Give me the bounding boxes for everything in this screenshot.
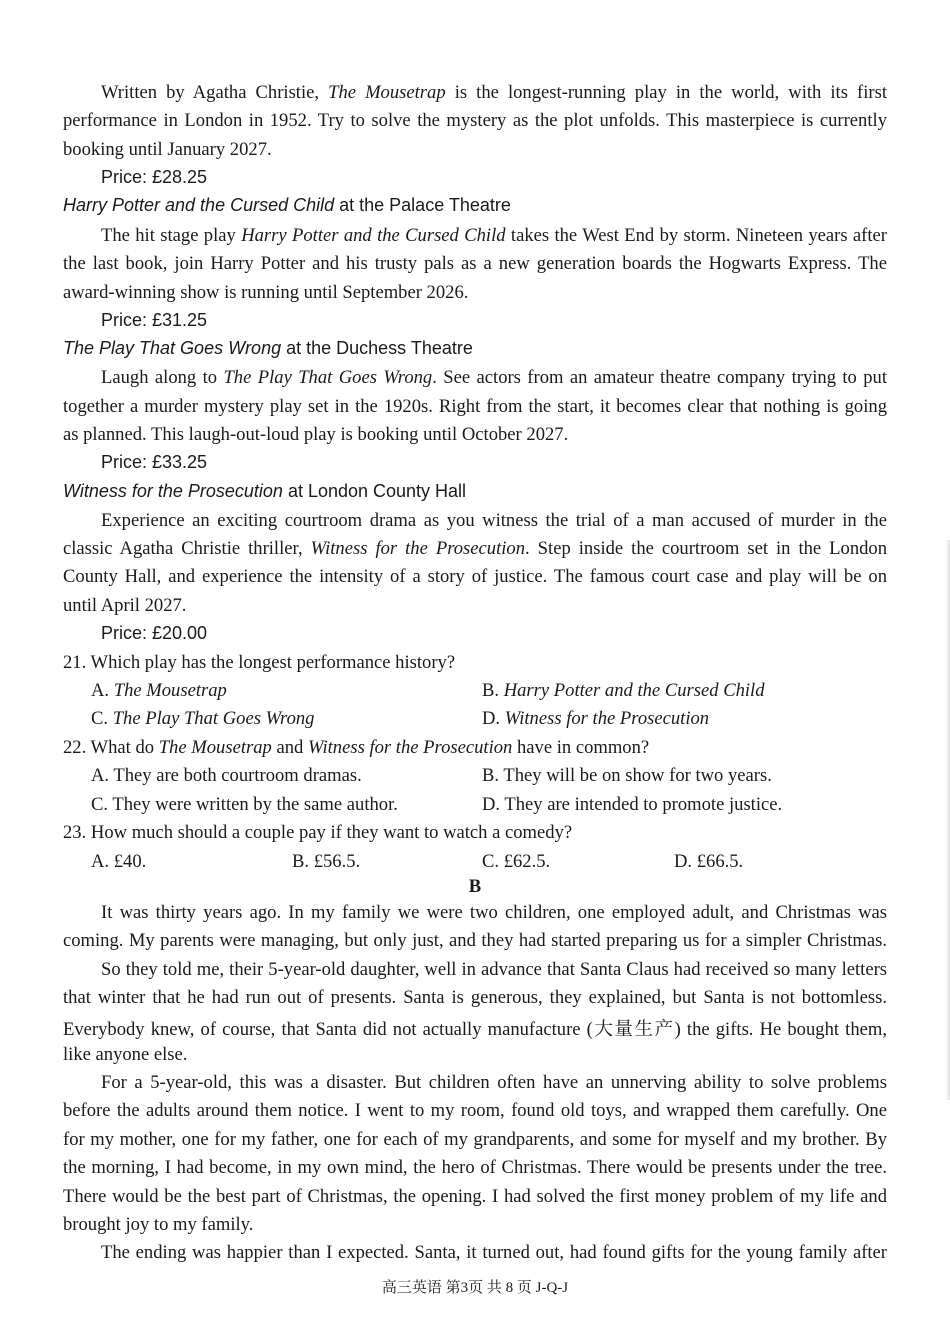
question-22-option-c: C. They were written by the same author.: [91, 794, 398, 815]
page-edge-shadow: [946, 540, 950, 1100]
witness-heading: Witness for the Prosecution at London County Hall: [63, 481, 467, 501]
section-b-line-4: that winter that he had run out of presents. Santa is generous, they explained, but Santa is not bottomless.: [63, 987, 887, 1008]
question-23-option-b: B. £56.5.: [292, 851, 361, 872]
section-b-line-12: brought joy to my family.: [63, 1214, 254, 1235]
play-goes-wrong-price: Price: £33.25: [101, 452, 208, 472]
mousetrap-line-1: Written by Agatha Christie, The Mousetrap is the longest-running play in the world, with its first: [101, 82, 887, 103]
section-b-line-10: the morning, I had become, in my own mind, the hero of Christmas. There would be presents under the tree.: [63, 1157, 887, 1178]
question-21-option-b: B. Harry Potter and the Cursed Child: [482, 680, 765, 701]
section-b-line-5: Everybody knew, of course, that Santa did not actually manufacture (大量生产) the gifts. He bought them,: [63, 1019, 887, 1040]
question-21-option-c: C. The Play That Goes Wrong: [91, 708, 315, 729]
mousetrap-line-2: performance in London in 1952. Try to solve the mystery as the plot unfolds. This masterpiece is currently: [63, 110, 887, 131]
question-21-option-a: A. The Mousetrap: [91, 680, 227, 701]
section-b-line-9: for my mother, one for my father, one for each of my grandparents, and some for myself and my brother. By: [63, 1129, 887, 1150]
mousetrap-price: Price: £28.25: [101, 167, 208, 187]
section-b-line-1: It was thirty years ago. In my family we were two children, one employed adult, and Christmas was: [101, 902, 887, 923]
harry-potter-line-1: The hit stage play Harry Potter and the Cursed Child takes the West End by storm. Nineteen years after: [101, 225, 887, 246]
witness-line-1: Experience an exciting courtroom drama as you witness the trial of a man accused of murder in the: [101, 510, 887, 531]
witness-line-4: until April 2027.: [63, 595, 187, 616]
question-23-stem: 23. How much should a couple pay if they want to watch a comedy?: [63, 822, 573, 843]
section-b-line-3: So they told me, their 5-year-old daughter, well in advance that Santa Claus had received so many letters: [101, 959, 887, 980]
question-22-option-a: A. They are both courtroom dramas.: [91, 765, 362, 786]
play-goes-wrong-line-2: together a murder mystery play set in the 1920s. Right from the start, it becomes clear that nothing is going: [63, 396, 887, 417]
harry-potter-line-3: award-winning show is running until September 2026.: [63, 282, 469, 303]
section-b-line-13: The ending was happier than I expected. Santa, it turned out, had found gifts for the young family after: [101, 1242, 887, 1263]
section-b-line-8: before the adults around them notice. I went to my room, found old toys, and wrapped them carefully. One: [63, 1100, 887, 1121]
witness-line-2: classic Agatha Christie thriller, Witness for the Prosecution. Step inside the courtroom set in the London: [63, 538, 888, 559]
question-21-option-d: D. Witness for the Prosecution: [482, 708, 710, 729]
question-21-stem: 21. Which play has the longest performance history?: [63, 652, 456, 673]
question-22-option-d: D. They are intended to promote justice.: [482, 794, 783, 815]
question-22-option-b: B. They will be on show for two years.: [482, 765, 772, 786]
harry-potter-price: Price: £31.25: [101, 310, 208, 330]
play-goes-wrong-line-3: as planned. This laugh-out-loud play is booking until October 2027.: [63, 424, 569, 445]
play-goes-wrong-line-1: Laugh along to The Play That Goes Wrong. See actors from an amateur theatre company trying to put: [101, 367, 888, 388]
page-footer: 高三英语 第3页 共 8 页 J-Q-J: [381, 1280, 569, 1296]
section-b-line-2: coming. My parents were managing, but only just, and they had started preparing us for a simpler Christmas.: [63, 930, 887, 951]
question-23-option-a: A. £40.: [91, 851, 147, 872]
mousetrap-line-3: booking until January 2027.: [63, 139, 272, 160]
harry-potter-line-2: the last book, join Harry Potter and his trusty pals as a new generation boards the Hogwarts Express. The: [63, 253, 887, 274]
section-b-line-11: There would be the best part of Christmas, the opening. I had solved the first money problem of my life and: [63, 1186, 887, 1207]
section-b-heading: B: [468, 876, 482, 897]
witness-price: Price: £20.00: [101, 623, 208, 643]
harry-potter-heading: Harry Potter and the Cursed Child at the Palace Theatre: [63, 195, 511, 215]
play-goes-wrong-heading: The Play That Goes Wrong at the Duchess Theatre: [63, 338, 473, 358]
witness-line-3: County Hall, and experience the intensity of a story of justice. The famous court case and play will be on: [63, 566, 887, 587]
section-b-line-7: For a 5-year-old, this was a disaster. But children often have an unnerving ability to solve problems: [101, 1072, 887, 1093]
question-22-stem: 22. What do The Mousetrap and Witness for the Prosecution have in common?: [63, 737, 650, 758]
section-b-line-6: like anyone else.: [63, 1044, 188, 1065]
question-23-option-d: D. £66.5.: [674, 851, 744, 872]
question-23-option-c: C. £62.5.: [482, 851, 551, 872]
